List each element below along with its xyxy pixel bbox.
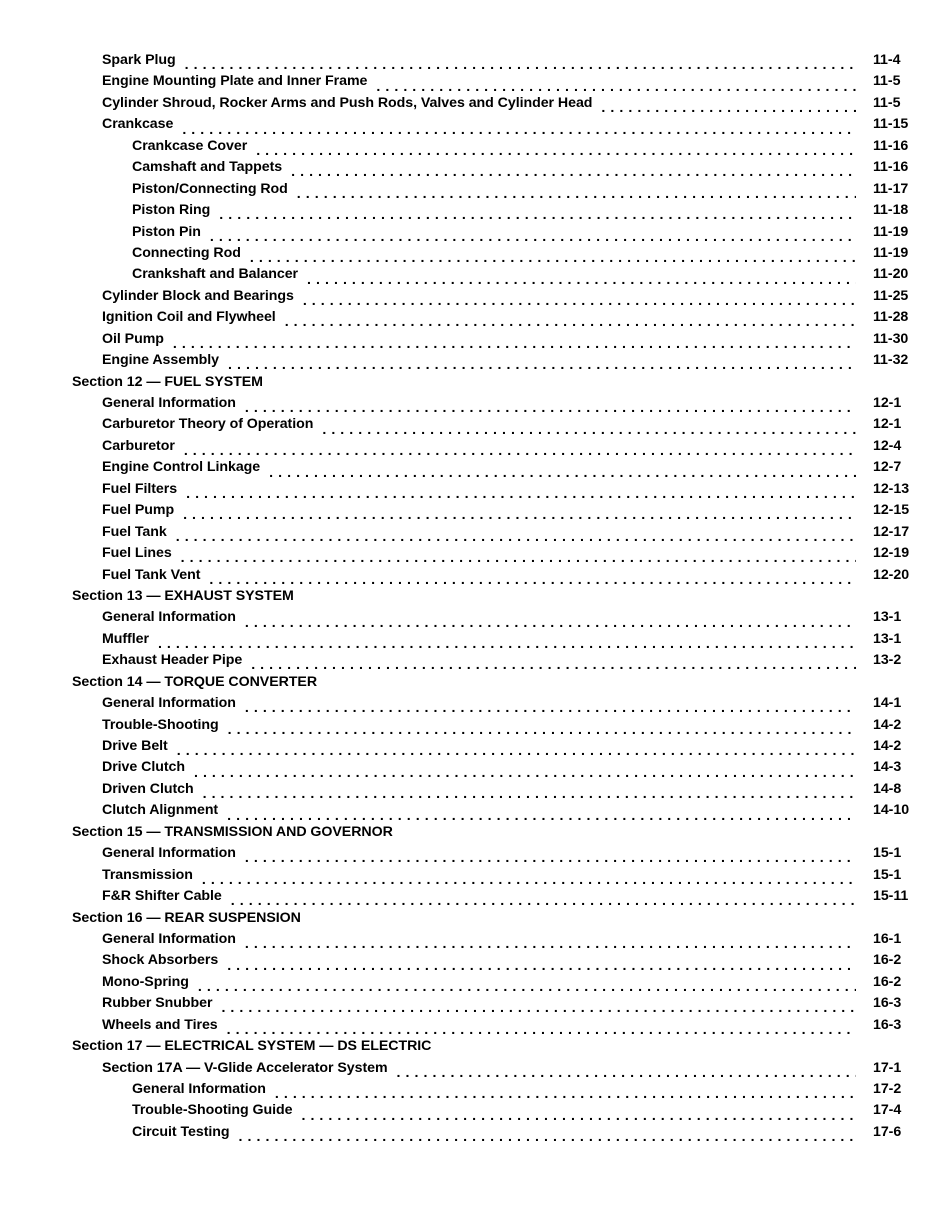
- toc-entry[interactable]: [0, 352, 935, 373]
- toc-page-number: 11-19: [873, 244, 909, 261]
- dot-leader: [250, 252, 856, 266]
- toc-entry-label: Fuel Filters: [102, 480, 178, 497]
- dot-leader: [228, 724, 856, 738]
- toc-entry[interactable]: [0, 459, 935, 480]
- toc-page-number: 12-17: [873, 523, 910, 540]
- toc-entry[interactable]: [0, 224, 935, 245]
- dot-leader: [285, 317, 856, 331]
- dot-leader: [158, 638, 856, 652]
- toc-page-number: 12-4: [873, 437, 902, 454]
- dot-leader: [227, 1024, 856, 1038]
- toc-entry-label: Rubber Snubber: [102, 995, 213, 1012]
- dot-leader: [183, 510, 856, 524]
- toc-entry-label: Trouble-Shooting: [102, 716, 219, 733]
- toc-entry[interactable]: [0, 95, 935, 116]
- toc-entry[interactable]: [0, 416, 935, 437]
- toc-page-number: 11-16: [873, 159, 909, 176]
- toc-page-number: 12-15: [873, 502, 910, 519]
- toc-entry-label: Cylinder Block and Bearings: [102, 287, 294, 304]
- dot-leader: [376, 81, 856, 95]
- toc-entry-label: Driven Clutch: [102, 780, 194, 797]
- toc-entry[interactable]: [0, 717, 935, 738]
- toc-entry-label: Engine Control Linkage: [102, 459, 261, 476]
- toc-section-heading: [0, 674, 935, 695]
- toc-entry[interactable]: [0, 1081, 935, 1102]
- toc-page-number: 14-2: [873, 738, 902, 754]
- dot-leader: [228, 360, 856, 374]
- toc-entry[interactable]: [0, 52, 935, 73]
- toc-entry[interactable]: [0, 266, 935, 287]
- toc-entry[interactable]: [0, 1124, 935, 1145]
- toc-entry[interactable]: [0, 567, 935, 588]
- toc-entry[interactable]: [0, 609, 935, 630]
- toc-entry-label: Fuel Pump: [102, 502, 175, 519]
- toc-page-number: 11-5: [873, 94, 901, 111]
- toc-entry-label: Carburetor: [102, 437, 175, 454]
- toc-entry-label: Oil Pump: [102, 330, 164, 347]
- toc-page-number: 13-1: [873, 609, 902, 626]
- dot-leader: [227, 960, 856, 974]
- dot-leader: [176, 531, 856, 545]
- toc-entry-label: Section 17A — V-Glide Accelerator System: [102, 1059, 388, 1076]
- toc-page-number: 11-20: [873, 266, 909, 283]
- toc-entry-label: F&R Shifter Cable: [102, 888, 222, 905]
- toc-entry[interactable]: [0, 1060, 935, 1081]
- toc-entry-label: Engine Mounting Plate and Inner Frame: [102, 73, 368, 90]
- toc-entry-label: Wheels and Tires: [102, 1016, 218, 1033]
- dot-leader: [198, 981, 856, 995]
- toc-entry[interactable]: [0, 695, 935, 716]
- toc-entry[interactable]: [0, 309, 935, 330]
- toc-page-number: 11-4: [873, 52, 901, 68]
- toc-page-number: 14-8: [873, 780, 902, 797]
- toc-entry-label: Spark Plug: [102, 52, 176, 68]
- toc-entry-label: Crankshaft and Balancer: [132, 266, 299, 283]
- toc-page-number: 11-5: [873, 73, 901, 90]
- dot-leader: [177, 745, 856, 759]
- toc-entry[interactable]: [0, 524, 935, 545]
- toc-entry[interactable]: [0, 952, 935, 973]
- toc-page-number: 17-6: [873, 1123, 902, 1140]
- toc-page-number: 12-1: [873, 395, 902, 411]
- toc-entry[interactable]: [0, 116, 935, 137]
- toc-entry[interactable]: [0, 395, 935, 416]
- toc-page-number: 14-10: [873, 802, 910, 819]
- toc-entry[interactable]: [0, 631, 935, 652]
- toc-entry[interactable]: [0, 181, 935, 202]
- toc-entry[interactable]: [0, 802, 935, 823]
- toc-page-number: 11-32: [873, 352, 909, 369]
- toc-entry[interactable]: [0, 974, 935, 995]
- dot-leader: [269, 467, 856, 481]
- dot-leader: [203, 788, 856, 802]
- toc-page-number: 11-25: [873, 287, 909, 304]
- dot-leader: [227, 810, 856, 824]
- toc-entry[interactable]: [0, 202, 935, 223]
- toc-entry[interactable]: [0, 931, 935, 952]
- toc-entry-label: Engine Assembly: [102, 352, 219, 369]
- dot-leader: [239, 1131, 856, 1145]
- dot-leader: [601, 102, 856, 116]
- toc-entry[interactable]: [0, 781, 935, 802]
- toc-page-number: 11-18: [873, 202, 909, 219]
- dot-leader: [173, 338, 856, 352]
- toc-page-number: 15-11: [873, 888, 909, 905]
- dot-leader: [209, 574, 856, 588]
- toc-entry-label: Section 15 — TRANSMISSION AND GOVERNOR: [72, 823, 393, 840]
- toc-entry-label: Exhaust Header Pipe: [102, 652, 243, 669]
- table-of-contents: [0, 52, 935, 1145]
- toc-entry-label: Mono-Spring: [102, 973, 189, 990]
- toc-entry[interactable]: [0, 288, 935, 309]
- toc-page-number: 16-2: [873, 973, 902, 990]
- toc-entry-label: Connecting Rod: [132, 244, 241, 261]
- toc-page-number: 11-17: [873, 180, 909, 197]
- toc-entry-label: Piston/Connecting Rod: [132, 180, 288, 197]
- toc-page-number: 11-28: [873, 309, 909, 326]
- toc-section-heading: [0, 910, 935, 931]
- toc-page-number: 14-3: [873, 759, 902, 776]
- toc-entry-label: Crankcase Cover: [132, 137, 248, 154]
- toc-entry[interactable]: [0, 545, 935, 566]
- dot-leader: [301, 1110, 856, 1124]
- toc-entry[interactable]: [0, 159, 935, 180]
- dot-leader: [256, 145, 856, 159]
- toc-entry[interactable]: [0, 502, 935, 523]
- toc-entry[interactable]: [0, 759, 935, 780]
- dot-leader: [251, 660, 856, 674]
- toc-entry-label: Circuit Testing: [132, 1123, 230, 1140]
- dot-leader: [397, 1067, 856, 1081]
- toc-page-number: 11-15: [873, 116, 909, 133]
- toc-entry[interactable]: [0, 331, 935, 352]
- toc-entry-label: Shock Absorbers: [102, 952, 219, 969]
- toc-page-number: 16-1: [873, 930, 902, 947]
- toc-entry[interactable]: [0, 438, 935, 459]
- toc-entry[interactable]: [0, 138, 935, 159]
- dot-leader: [231, 896, 856, 910]
- toc-page-number: 11-19: [873, 223, 909, 240]
- toc-entry[interactable]: [0, 1017, 935, 1038]
- toc-page-number: 11-30: [873, 330, 909, 347]
- toc-page-number: 15-1: [873, 866, 902, 883]
- dot-leader: [184, 445, 856, 459]
- toc-entry-label: Fuel Tank: [102, 523, 167, 540]
- toc-entry-label: General Information: [102, 695, 236, 712]
- toc-entry-label: Muffler: [102, 630, 149, 647]
- toc-page-number: 16-3: [873, 995, 902, 1012]
- dot-leader: [245, 617, 856, 631]
- toc-entry-label: Fuel Tank Vent: [102, 566, 201, 583]
- toc-page-number: 17-2: [873, 1081, 902, 1097]
- toc-entry-label: Piston Pin: [132, 223, 201, 240]
- toc-page-number: 12-20: [873, 566, 910, 583]
- toc-entry-label: Section 17 — ELECTRICAL SYSTEM — DS ELECTRIC: [72, 1038, 432, 1055]
- toc-entry[interactable]: [0, 995, 935, 1016]
- toc-entry-label: Section 16 — REAR SUSPENSION: [72, 909, 301, 926]
- toc-entry-label: Camshaft and Tappets: [132, 159, 283, 176]
- dot-leader: [297, 188, 856, 202]
- toc-section-heading: [0, 824, 935, 845]
- toc-entry-label: Clutch Alignment: [102, 802, 219, 819]
- dot-leader: [245, 853, 856, 867]
- toc-entry[interactable]: [0, 738, 935, 759]
- dot-leader: [291, 167, 856, 181]
- toc-page-number: 14-2: [873, 716, 902, 733]
- dot-leader: [181, 553, 856, 567]
- toc-entry-label: Section 14 — TORQUE CONVERTER: [72, 673, 318, 690]
- toc-entry-label: Crankcase: [102, 116, 174, 133]
- toc-entry[interactable]: [0, 481, 935, 502]
- toc-entry[interactable]: [0, 1102, 935, 1123]
- toc-page-number: 17-1: [873, 1059, 902, 1076]
- toc-page-number: 16-2: [873, 952, 902, 969]
- dot-leader: [202, 874, 856, 888]
- dot-leader: [210, 231, 856, 245]
- dot-leader: [245, 703, 856, 717]
- toc-entry-label: General Information: [132, 1081, 266, 1097]
- toc-page-number: 14-1: [873, 695, 902, 712]
- toc-page-number: 12-13: [873, 480, 910, 497]
- toc-section-heading: [0, 588, 935, 609]
- toc-page-number: 12-7: [873, 459, 902, 476]
- toc-page-number: 12-19: [873, 545, 910, 562]
- dot-leader: [185, 59, 856, 73]
- toc-page-number: 11-16: [873, 137, 909, 154]
- toc-entry-label: General Information: [102, 845, 236, 862]
- toc-entry[interactable]: [0, 867, 935, 888]
- dot-leader: [245, 402, 856, 416]
- toc-entry[interactable]: [0, 245, 935, 266]
- toc-entry-label: Drive Belt: [102, 738, 168, 754]
- dot-leader: [221, 1003, 856, 1017]
- toc-entry-label: Transmission: [102, 866, 193, 883]
- dot-leader: [219, 210, 856, 224]
- toc-entry[interactable]: [0, 73, 935, 94]
- dot-leader: [303, 295, 856, 309]
- dot-leader: [322, 424, 856, 438]
- toc-entry-label: Ignition Coil and Flywheel: [102, 309, 276, 326]
- dot-leader: [275, 1088, 856, 1102]
- toc-page-number: 16-3: [873, 1016, 902, 1033]
- dot-leader: [245, 938, 856, 952]
- toc-section-heading: [0, 1038, 935, 1059]
- toc-entry-label: Carburetor Theory of Operation: [102, 416, 314, 433]
- toc-entry-label: General Information: [102, 930, 236, 947]
- toc-entry-label: Cylinder Shroud, Rocker Arms and Push Rods, Valves and Cylinder Head: [102, 94, 593, 111]
- toc-entry-label: Section 13 — EXHAUST SYSTEM: [72, 587, 294, 604]
- toc-page-number: 13-2: [873, 652, 902, 669]
- dot-leader: [182, 124, 856, 138]
- toc-entry-label: General Information: [102, 395, 236, 411]
- toc-entry[interactable]: [0, 888, 935, 909]
- dot-leader: [186, 488, 856, 502]
- toc-entry-label: General Information: [102, 609, 236, 626]
- toc-section-heading: [0, 374, 935, 395]
- dot-leader: [307, 274, 856, 288]
- toc-page-number: 13-1: [873, 630, 902, 647]
- toc-entry-label: Piston Ring: [132, 202, 211, 219]
- toc-page-number: 12-1: [873, 416, 902, 433]
- dot-leader: [194, 767, 856, 781]
- toc-entry[interactable]: [0, 845, 935, 866]
- toc-entry-label: Drive Clutch: [102, 759, 185, 776]
- toc-entry-label: Fuel Lines: [102, 545, 172, 562]
- toc-entry[interactable]: [0, 652, 935, 673]
- toc-page-number: 17-4: [873, 1102, 902, 1119]
- toc-entry-label: Trouble-Shooting Guide: [132, 1102, 293, 1119]
- toc-page-number: 15-1: [873, 845, 902, 862]
- toc-entry-label: Section 12 — FUEL SYSTEM: [72, 373, 263, 390]
